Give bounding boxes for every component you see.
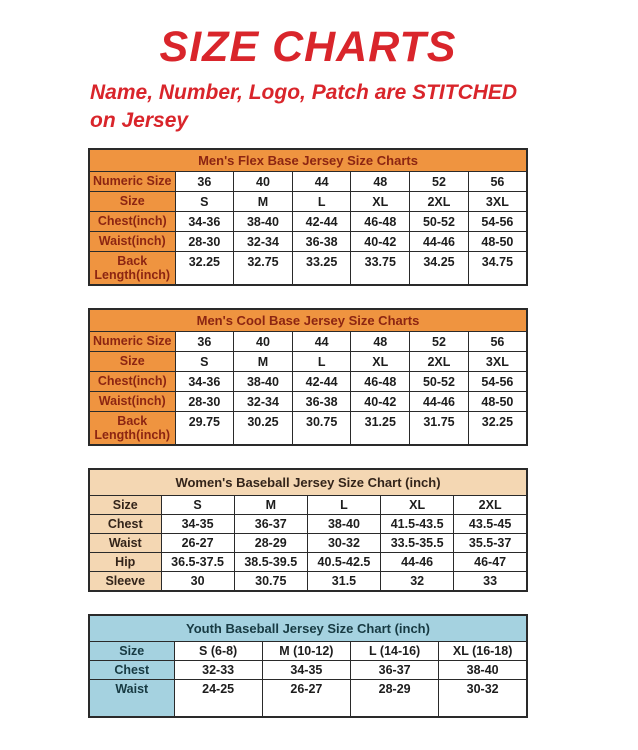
size-cell: 43.5-45	[454, 514, 527, 533]
size-cell: 48	[351, 331, 410, 351]
size-cell: 31.5	[307, 571, 380, 591]
table-row	[89, 514, 527, 533]
size-table-2	[88, 308, 528, 446]
size-cell: 32-33	[174, 660, 262, 679]
table-row	[89, 211, 527, 231]
size-cell: 42-44	[292, 371, 351, 391]
size-cell: 32-34	[234, 231, 293, 251]
size-cell: 34-35	[262, 660, 350, 679]
size-table-1	[88, 148, 528, 286]
size-cell: 46-48	[351, 371, 410, 391]
row-label: Waist	[89, 679, 174, 717]
tables	[88, 148, 528, 718]
size-cell: 38-40	[234, 371, 293, 391]
size-cell: 28-29	[234, 533, 307, 552]
size-cell: 26-27	[161, 533, 234, 552]
table-row	[89, 679, 527, 717]
table-row	[89, 191, 527, 211]
size-cell: 26-27	[262, 679, 350, 717]
size-cell: 44-46	[410, 231, 469, 251]
size-cell: 33.5-35.5	[381, 533, 454, 552]
size-cell: 36-38	[292, 231, 351, 251]
size-cell: 29.75	[175, 411, 234, 445]
size-cell: 32.25	[175, 251, 234, 285]
page-subtitle: Name, Number, Logo, Patch are STITCHED on Jersey	[90, 81, 518, 133]
row-label: Waist(inch)	[89, 231, 175, 251]
table-row	[89, 571, 527, 591]
row-label: Sleeve	[89, 571, 161, 591]
table-row	[89, 171, 527, 191]
table-row	[89, 533, 527, 552]
size-cell: 34-36	[175, 211, 234, 231]
table-title: Men's Flex Base Jersey Size Charts	[89, 149, 527, 172]
size-cell: 36.5-37.5	[161, 552, 234, 571]
size-cell: 24-25	[174, 679, 262, 717]
size-cell: 33	[454, 571, 527, 591]
table-row	[89, 411, 527, 445]
size-cell: 48-50	[468, 391, 527, 411]
size-cell: 34-35	[161, 514, 234, 533]
size-cell: 36	[175, 331, 234, 351]
size-cell: XL	[381, 495, 454, 514]
size-cell: 40.5-42.5	[307, 552, 380, 571]
size-cell: 48-50	[468, 231, 527, 251]
size-cell: 41.5-43.5	[381, 514, 454, 533]
size-cell: 30-32	[307, 533, 380, 552]
size-cell: 40-42	[351, 391, 410, 411]
row-label: Back Length(inch)	[89, 411, 175, 445]
table-row	[89, 371, 527, 391]
size-cell: 32.75	[234, 251, 293, 285]
table-title-row	[89, 309, 527, 332]
size-cell: M	[234, 351, 293, 371]
size-cell: 30.75	[292, 411, 351, 445]
size-cell: 3XL	[468, 351, 527, 371]
row-label: Size	[89, 351, 175, 371]
table-row	[89, 552, 527, 571]
table-row	[89, 251, 527, 285]
size-cell: XL	[351, 191, 410, 211]
table-row	[89, 391, 527, 411]
size-cell: L	[292, 191, 351, 211]
size-cell: 56	[468, 171, 527, 191]
size-cell: 44-46	[381, 552, 454, 571]
size-cell: 33.75	[351, 251, 410, 285]
table-title: Men's Cool Base Jersey Size Charts	[89, 309, 527, 332]
size-cell: 54-56	[468, 371, 527, 391]
row-label: Chest(inch)	[89, 371, 175, 391]
size-cell: 40	[234, 331, 293, 351]
size-cell: S	[175, 351, 234, 371]
size-cell: 48	[351, 171, 410, 191]
size-cell: 38-40	[439, 660, 527, 679]
size-cell: 36-37	[351, 660, 439, 679]
size-cell: 31.25	[351, 411, 410, 445]
size-cell: 36-38	[292, 391, 351, 411]
size-cell: 36-37	[234, 514, 307, 533]
size-cell: 30.75	[234, 571, 307, 591]
size-cell: 35.5-37	[454, 533, 527, 552]
size-cell: S (6-8)	[174, 641, 262, 660]
size-cell: S	[161, 495, 234, 514]
table-row	[89, 231, 527, 251]
size-cell: 34.25	[410, 251, 469, 285]
page	[88, 0, 528, 718]
table-row	[89, 351, 527, 371]
size-cell: 2XL	[410, 191, 469, 211]
row-label: Numeric Size	[89, 171, 175, 191]
size-cell: 40-42	[351, 231, 410, 251]
size-cell: 44	[292, 171, 351, 191]
row-label: Back Length(inch)	[89, 251, 175, 285]
size-cell: 46-47	[454, 552, 527, 571]
size-table-3	[88, 468, 528, 592]
size-cell: 38-40	[307, 514, 380, 533]
table-row	[89, 495, 527, 514]
page-title: SIZE CHARTS	[159, 23, 457, 71]
size-cell: 46-48	[351, 211, 410, 231]
row-label: Numeric Size	[89, 331, 175, 351]
row-label: Size	[89, 191, 175, 211]
size-cell: 42-44	[292, 211, 351, 231]
size-cell: 30.25	[234, 411, 293, 445]
size-cell: XL (16-18)	[439, 641, 527, 660]
size-cell: 28-30	[175, 231, 234, 251]
row-label: Hip	[89, 552, 161, 571]
table-row	[89, 660, 527, 679]
size-cell: 52	[410, 331, 469, 351]
size-cell: L (14-16)	[351, 641, 439, 660]
table-title-row	[89, 149, 527, 172]
size-cell: 28-29	[351, 679, 439, 717]
row-label: Chest	[89, 660, 174, 679]
size-cell: 44-46	[410, 391, 469, 411]
row-label: Size	[89, 495, 161, 514]
size-cell: 3XL	[468, 191, 527, 211]
row-label: Waist(inch)	[89, 391, 175, 411]
size-cell: 44	[292, 331, 351, 351]
size-cell: 50-52	[410, 371, 469, 391]
size-cell: 34.75	[468, 251, 527, 285]
size-cell: 30	[161, 571, 234, 591]
table-title: Youth Baseball Jersey Size Chart (inch)	[89, 615, 527, 642]
size-cell: M (10-12)	[262, 641, 350, 660]
row-label: Size	[89, 641, 174, 660]
row-label: Chest(inch)	[89, 211, 175, 231]
size-cell: 50-52	[410, 211, 469, 231]
table-title-row	[89, 469, 527, 496]
size-cell: 38.5-39.5	[234, 552, 307, 571]
size-cell: M	[234, 191, 293, 211]
size-cell: 52	[410, 171, 469, 191]
table-title-row	[89, 615, 527, 642]
size-cell: 2XL	[410, 351, 469, 371]
size-cell: 36	[175, 171, 234, 191]
row-label: Waist	[89, 533, 161, 552]
size-cell: 34-36	[175, 371, 234, 391]
size-table-4	[88, 614, 528, 718]
size-cell: 32.25	[468, 411, 527, 445]
size-cell: XL	[351, 351, 410, 371]
size-cell: 40	[234, 171, 293, 191]
table-row	[89, 641, 527, 660]
table-title: Women's Baseball Jersey Size Chart (inch)	[89, 469, 527, 496]
size-cell: 30-32	[439, 679, 527, 717]
size-cell: 2XL	[454, 495, 527, 514]
size-cell: L	[307, 495, 380, 514]
size-cell: 32	[381, 571, 454, 591]
size-cell: L	[292, 351, 351, 371]
size-cell: 32-34	[234, 391, 293, 411]
size-cell: 54-56	[468, 211, 527, 231]
size-cell: 38-40	[234, 211, 293, 231]
size-cell: S	[175, 191, 234, 211]
table-row	[89, 331, 527, 351]
size-cell: 31.75	[410, 411, 469, 445]
size-cell: M	[234, 495, 307, 514]
row-label: Chest	[89, 514, 161, 533]
size-cell: 33.25	[292, 251, 351, 285]
size-cell: 56	[468, 331, 527, 351]
size-cell: 28-30	[175, 391, 234, 411]
